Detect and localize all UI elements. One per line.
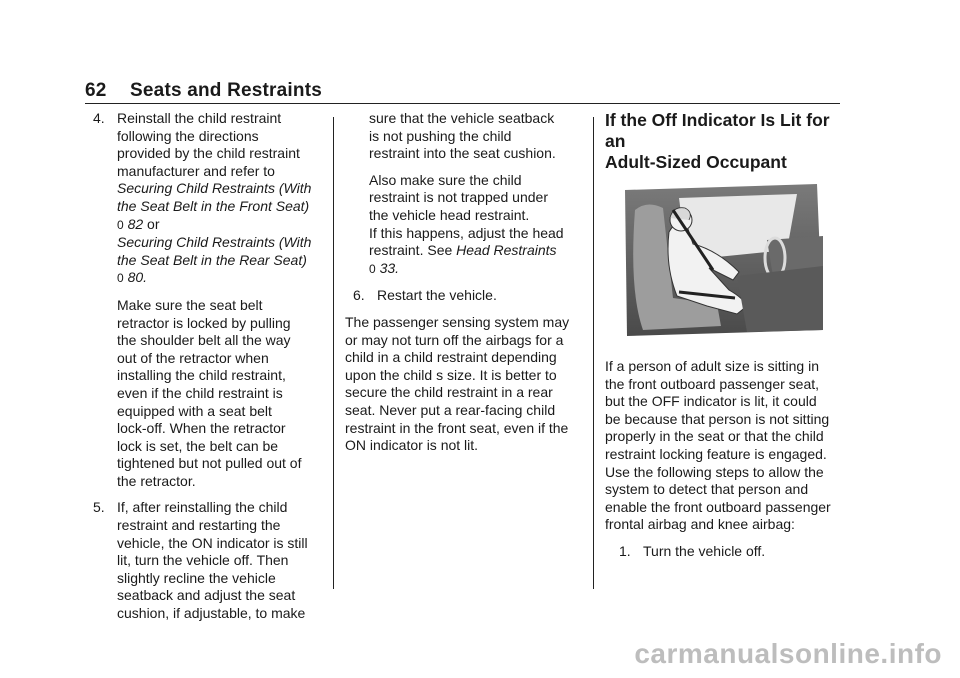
text-line: manufacturer and refer to bbox=[117, 162, 275, 179]
text-line: Use the following steps to allow the bbox=[605, 463, 824, 480]
column-3 bbox=[605, 110, 841, 173]
text-line: properly in the seat or that the child bbox=[605, 428, 824, 445]
page-ref-82[interactable] bbox=[117, 216, 325, 235]
text-line: upon the child s size. It is better to bbox=[345, 366, 557, 383]
text-line: frontal airbag and knee airbag: bbox=[605, 516, 795, 533]
text-line: Also make sure the child bbox=[369, 171, 522, 188]
step-4-paragraph-2 bbox=[117, 297, 325, 491]
text-line: even if the child restraint is bbox=[117, 384, 283, 401]
column-2 bbox=[345, 110, 581, 455]
text-line: be because that person is not sitting bbox=[605, 410, 830, 427]
text-line: equipped with a seat belt bbox=[117, 402, 272, 419]
column-1 bbox=[93, 110, 325, 623]
text-line: retractor is locked by pulling bbox=[117, 314, 291, 331]
text-line: enable the front outboard passenger bbox=[605, 498, 831, 515]
text-line: Make sure the seat belt bbox=[117, 296, 263, 313]
step-number: 1. bbox=[619, 542, 631, 559]
text-line: out of the retractor when bbox=[117, 349, 269, 366]
text-line: restraint is not trapped under bbox=[369, 189, 548, 206]
page-ref-arrow-icon: 0 bbox=[117, 217, 124, 232]
heading-line: If the Off Indicator Is Lit for an bbox=[605, 110, 830, 151]
text-line: slightly recline the vehicle bbox=[117, 569, 276, 586]
text-line: or may not turn off the airbags for a bbox=[345, 331, 564, 348]
step-5-continued bbox=[345, 110, 581, 278]
text-line bbox=[369, 242, 581, 260]
text-line: secure the child restraint in a rear bbox=[345, 384, 553, 401]
text-line: but the OFF indicator is lit, it could bbox=[605, 393, 817, 410]
text-line: lit, turn the vehicle off. Then bbox=[117, 552, 289, 569]
text-line: installing the child restraint, bbox=[117, 367, 286, 384]
text-line: tightened but not pulled out of bbox=[117, 455, 302, 472]
text-line: the front outboard passenger seat, bbox=[605, 375, 820, 392]
step-body: Restart the vehicle. bbox=[377, 287, 497, 304]
step-6 bbox=[345, 287, 581, 305]
page-ref-number: 33. bbox=[379, 259, 400, 276]
adult-occupant-paragraph bbox=[605, 358, 845, 534]
text-line: child in a child restraint depending bbox=[345, 349, 557, 366]
xref-link-rear-seat[interactable] bbox=[117, 234, 325, 269]
text-line: sure that the vehicle seatback bbox=[369, 110, 555, 126]
link-line: the Seat Belt in the Rear Seat) bbox=[117, 251, 307, 268]
text-line: vehicle, the ON indicator is still bbox=[117, 534, 308, 551]
text-line: system to detect that person and bbox=[605, 481, 809, 498]
step-body bbox=[117, 110, 325, 490]
page-ref-number: 80. bbox=[127, 269, 148, 286]
see-prefix: restraint. See bbox=[369, 242, 457, 259]
step-4 bbox=[93, 110, 325, 490]
link-line: Securing Child Restraints (With bbox=[117, 180, 312, 197]
text-line: cushion, if adjustable, to make bbox=[117, 605, 306, 622]
column-divider-1 bbox=[333, 117, 334, 589]
text-line: seatback and adjust the seat bbox=[117, 587, 296, 604]
step-5 bbox=[93, 499, 325, 622]
link-line: Securing Child Restraints (With bbox=[117, 234, 312, 251]
page-header bbox=[85, 80, 322, 102]
page-ref-arrow-icon: 0 bbox=[369, 261, 376, 276]
text-line: restraint into the seat cushion. bbox=[369, 145, 556, 162]
text-line: If a person of adult size is sitting in bbox=[605, 358, 819, 374]
text-line: restraint in the front seat, even if the bbox=[345, 419, 569, 436]
text-line: If, after reinstalling the child bbox=[117, 499, 288, 516]
text-line: lock is set, the belt can be bbox=[117, 437, 279, 454]
or-text: or bbox=[147, 215, 160, 232]
adult-occupant-illustration bbox=[617, 180, 827, 340]
text-line: restraint locking feature is engaged. bbox=[605, 445, 827, 462]
header-rule bbox=[85, 103, 840, 104]
xref-link-head-restraints[interactable]: Head Restraints bbox=[456, 242, 557, 259]
text-line: the vehicle head restraint. bbox=[369, 206, 530, 223]
text-line: The passenger sensing system may bbox=[345, 313, 570, 330]
link-line: the Seat Belt in the Front Seat) bbox=[117, 197, 310, 214]
section-heading bbox=[605, 110, 841, 173]
section-title: Seats and Restraints bbox=[130, 80, 322, 101]
text-line: Reinstall the child restraint bbox=[117, 110, 282, 126]
page-number: 62 bbox=[85, 80, 107, 101]
step-1 bbox=[605, 543, 845, 561]
text-line: following the directions bbox=[117, 127, 259, 144]
page-ref-number: 82 bbox=[127, 215, 144, 232]
text-line: lock-off. When the retractor bbox=[117, 420, 286, 437]
step-number: 4. bbox=[93, 110, 105, 126]
text-line: restraint and restarting the bbox=[117, 517, 281, 534]
passenger-sensing-paragraph bbox=[345, 314, 581, 455]
column-3-body bbox=[605, 358, 845, 561]
step-number: 6. bbox=[353, 287, 365, 304]
page-ref-arrow-icon: 0 bbox=[117, 271, 124, 286]
text-line: If this happens, adjust the head bbox=[369, 224, 564, 241]
step-body: Turn the vehicle off. bbox=[643, 542, 766, 559]
text-line: the shoulder belt all the way bbox=[117, 332, 291, 349]
xref-link-front-seat[interactable] bbox=[117, 180, 325, 215]
step-body bbox=[117, 499, 325, 622]
page-ref-33[interactable] bbox=[369, 260, 581, 279]
text-line: seat. Never put a rear-facing child bbox=[345, 401, 556, 418]
text-line: the retractor. bbox=[117, 472, 196, 489]
text-line: provided by the child restraint bbox=[117, 145, 300, 162]
step-number: 5. bbox=[93, 499, 105, 516]
heading-line: Adult-Sized Occupant bbox=[605, 152, 787, 172]
site-watermark: carmanualsonline.info bbox=[634, 638, 942, 669]
text-line: is not pushing the child bbox=[369, 127, 512, 144]
page-ref-80[interactable] bbox=[117, 269, 325, 288]
text-line: ON indicator is not lit. bbox=[345, 437, 479, 454]
column-divider-2 bbox=[593, 117, 594, 589]
